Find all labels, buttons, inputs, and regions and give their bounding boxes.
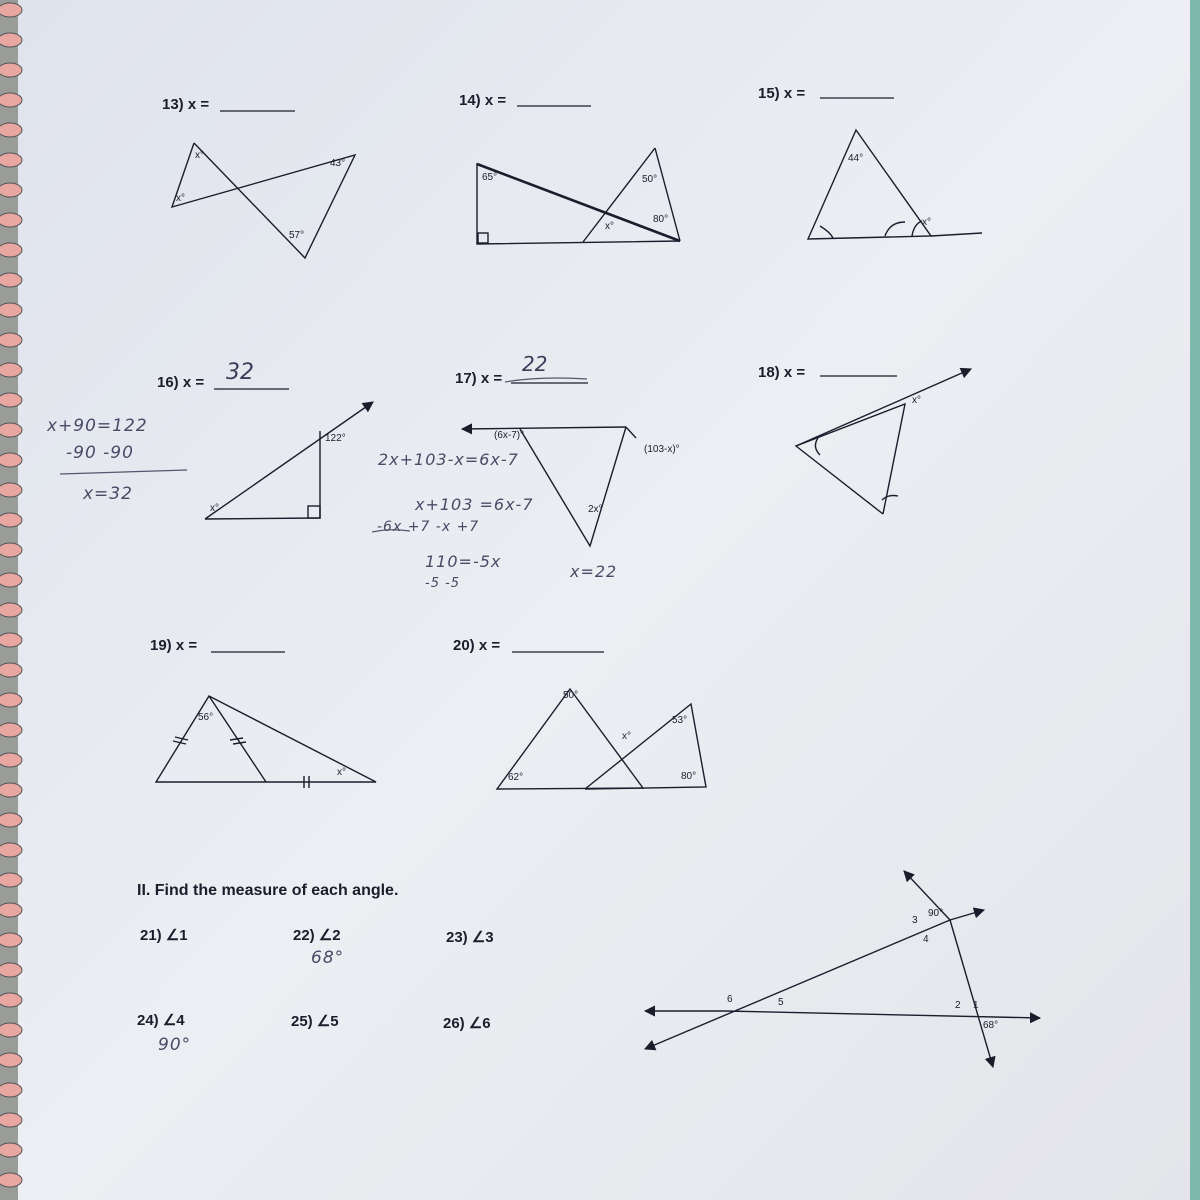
q20-label: 20) x = [453,637,501,654]
q24-label: 24) ∠4 [137,1012,185,1029]
spiral-ring [0,153,22,167]
q15-label: 15) x = [758,85,806,102]
f21-label-2: 2 [955,1000,961,1011]
q17-answer: 22 [522,352,548,376]
f21-label-1: 1 [973,1000,979,1011]
f13-label-c: 43° [330,158,346,169]
q26-label: 26) ∠6 [443,1015,491,1032]
q23-label: 23) ∠3 [446,929,494,946]
f17-label-b: (103-x)° [644,444,680,455]
f14-label-a: 65° [482,172,498,183]
spiral-ring [0,813,22,827]
f17-label-c: 2x° [588,504,603,515]
f21-label-6: 6 [727,994,733,1005]
spiral-ring [0,993,22,1007]
spiral-ring [0,393,22,407]
spiral-ring [0,303,22,317]
f21-label-4: 4 [923,934,929,945]
spiral-ring [0,753,22,767]
f16-label-b: x° [210,503,219,514]
spiral-ring [0,63,22,77]
spiral-ring [0,693,22,707]
f14-label-c: x° [605,221,614,232]
spiral-ring [0,633,22,647]
f20-label-b: x° [622,731,631,742]
f20-label-e: 80° [681,771,697,782]
spiral-ring [0,1053,22,1067]
spiral-ring [0,843,22,857]
f17-label-a: (6x-7)° [494,430,525,441]
f21-label-90: 90° [928,908,944,919]
spiral-ring [0,963,22,977]
f20-label-c: 53° [672,715,688,726]
work17-line4: 110=-5x [425,552,502,571]
spiral-ring [0,1143,22,1157]
q25-label: 25) ∠5 [291,1013,339,1030]
q22-answer: 68° [311,948,345,968]
f21-label-3: 3 [912,915,918,926]
spiral-ring [0,363,22,377]
section2-title: II. Find the measure of each angle. [137,882,399,899]
q19-label: 19) x = [150,637,198,654]
f20-label-d: 62° [508,772,524,783]
spiral-ring [0,933,22,947]
spiral-ring [0,663,22,677]
work17-line6: x=22 [570,562,618,581]
spiral-ring [0,333,22,347]
spiral-ring [0,1083,22,1097]
spiral-ring [0,723,22,737]
spiral-ring [0,273,22,287]
spiral-ring [0,183,22,197]
spiral-ring [0,3,22,17]
f19-label-b: x° [337,767,346,778]
f20-label-a: 50° [563,690,579,701]
q22-label: 22) ∠2 [293,927,341,944]
q16-label: 16) x = [157,374,205,391]
q14-label: 14) x = [459,92,507,109]
f13-label-b: x° [176,193,185,204]
spiral-ring [0,543,22,557]
spiral-ring [0,783,22,797]
work16-line3: x=32 [83,484,133,504]
spiral-ring [0,453,22,467]
spiral-ring [0,213,22,227]
spiral-ring [0,903,22,917]
f18-label-a: x° [912,395,921,406]
spiral-ring [0,573,22,587]
f15-label-b: x° [922,217,931,228]
f15-label-a: 44° [848,153,864,164]
work16-line1: x+90=122 [47,416,148,436]
work17-line5: -5 -5 [425,576,461,591]
spiral-ring [0,243,22,257]
spiral-ring [0,603,22,617]
spiral-ring [0,93,22,107]
spiral-ring [0,423,22,437]
spiral-ring [0,1023,22,1037]
spiral-ring [0,33,22,47]
f21-label-5: 5 [778,997,784,1008]
f21-label-68: 68° [983,1020,999,1031]
work17-line2: x+103 =6x-7 [415,495,534,514]
f16-label-a: 122° [325,433,346,444]
q21-label: 21) ∠1 [140,927,188,944]
spiral-ring [0,1173,22,1187]
spiral-ring [0,513,22,527]
work16-line2: -90 -90 [66,443,134,463]
work17-line3: -6x +7 -x +7 [377,519,480,535]
q18-label: 18) x = [758,364,806,381]
spiral-ring [0,873,22,887]
q16-answer: 32 [226,360,254,385]
work17-line1: 2x+103-x=6x-7 [378,450,519,469]
f19-label-a: 56° [198,712,214,723]
paper-sheet [18,0,1190,1200]
spiral-ring [0,1113,22,1127]
f14-label-b: 50° [642,174,658,185]
f13-label-d: 57° [289,230,305,241]
q24-answer: 90° [158,1035,192,1055]
q13-label: 13) x = [162,96,210,113]
f13-label-a: x° [195,150,204,161]
spiral-ring [0,483,22,497]
f14-label-d: 80° [653,214,669,225]
q17-label: 17) x = [455,370,503,387]
spiral-ring [0,123,22,137]
